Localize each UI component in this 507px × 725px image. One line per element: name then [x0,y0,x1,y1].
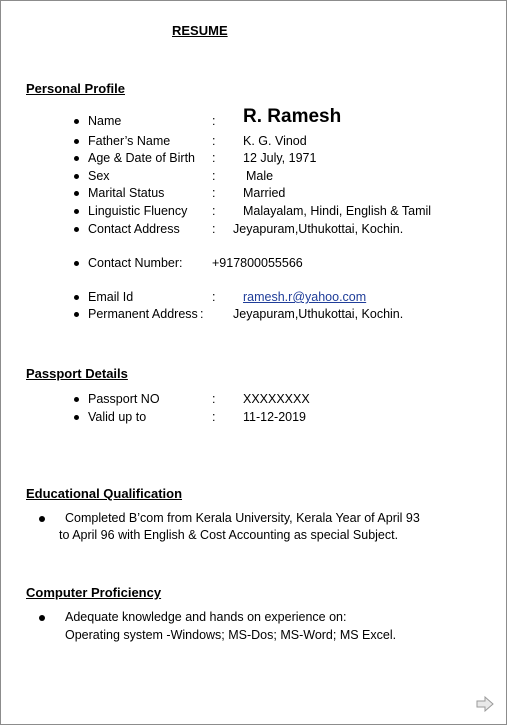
education-line-2: to April 96 with English & Cost Accounting as special Subject. [59,528,399,542]
next-arrow-icon[interactable] [476,696,494,712]
bullet [74,174,79,179]
bullet [74,295,79,300]
passport-heading: Passport Details [26,366,128,381]
resume-title: RESUME [172,23,228,38]
father-value: K. G. Vinod [243,134,307,148]
bullet [74,415,79,420]
passport-number-label: Passport NO [88,392,160,406]
bullet [74,261,79,266]
passport-valid-value: 11-12-2019 [243,410,307,424]
separator: : [212,392,216,406]
bullet [74,312,79,317]
bullet [74,156,79,161]
separator: : [212,186,216,200]
separator: : [212,169,216,183]
sex-label: Sex [88,169,110,183]
contact-number-label: Contact Number: [88,256,183,270]
linguistic-value: Malayalam, Hindi, English & Tamil [243,204,432,218]
age-label: Age & Date of Birth [88,151,196,165]
computer-line-2: Operating system -Windows; MS-Dos; MS-Word; MS Excel. [65,628,397,642]
separator: : [212,410,216,424]
permanent-address-value: Jeyapuram,Uthukottai, Kochin. [233,307,404,321]
computer-heading: Computer Proficiency [26,585,162,600]
bullet [74,139,79,144]
email-label: Email Id [88,290,134,304]
separator: : [212,134,216,148]
contact-address-label: Contact Address [88,222,180,236]
separator: : [212,151,216,165]
father-label: Father’s Name [88,134,171,148]
bullet [39,615,45,621]
name-value: R. Ramesh [243,106,342,127]
separator: : [212,222,216,236]
contact-address-value: Jeyapuram,Uthukottai, Kochin. [233,222,404,236]
marital-label: Marital Status [88,186,165,200]
marital-value: Married [243,186,286,200]
permanent-address-label: Permanent Address [88,307,198,321]
separator: : [212,204,216,218]
personal-profile-heading: Personal Profile [26,81,125,96]
education-line-1: Completed B’com from Kerala University, Kerala Year of April 93 [65,511,420,525]
passport-valid-label: Valid up to [88,410,147,424]
email-link[interactable]: ramesh.r@yahoo.com [243,290,367,304]
age-value: 12 July, 1971 [243,151,317,165]
bullet [74,397,79,402]
bullet [74,209,79,214]
sex-value: Male [246,169,274,183]
separator: : [212,114,216,128]
bullet [39,516,45,522]
bullet [74,227,79,232]
name-label: Name [88,114,122,128]
linguistic-label: Linguistic Fluency [88,204,188,218]
passport-number-value: XXXXXXXX [243,392,310,406]
contact-number-value: +917800055566 [212,256,303,270]
separator: : [200,307,204,321]
separator: : [212,290,216,304]
bullet [74,191,79,196]
bullet [74,119,79,124]
education-heading: Educational Qualification [26,486,183,501]
computer-line-1: Adequate knowledge and hands on experience on: [65,610,347,624]
